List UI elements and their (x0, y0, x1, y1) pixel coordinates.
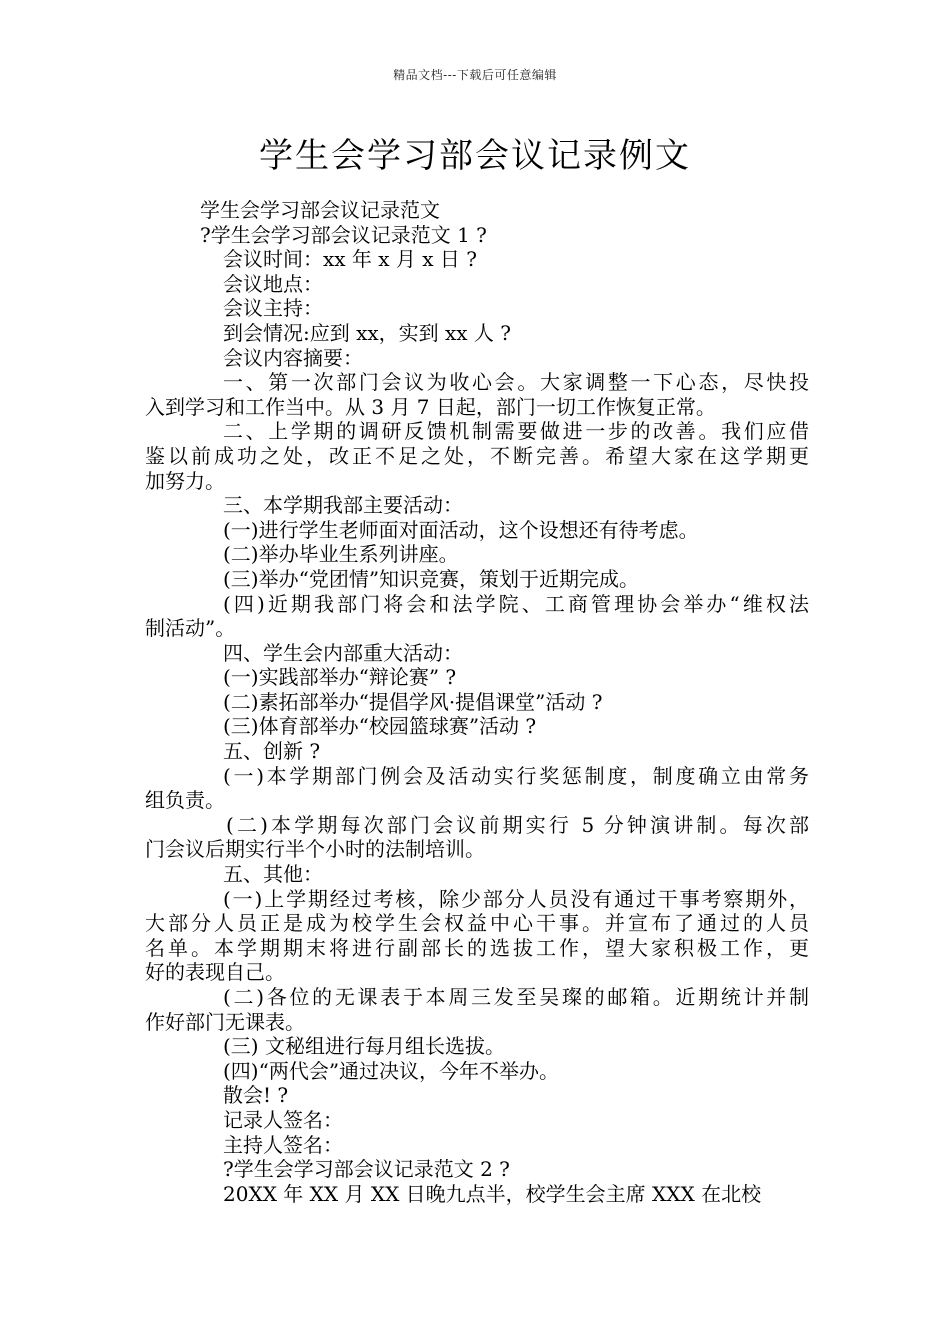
paragraph-line: 鉴以前成功之处，改正不足之处，不断完善。希望大家在这学期更 (145, 443, 809, 468)
meeting-time: 会议时间：xx 年 x 月 x 日 ? (223, 247, 477, 272)
paragraph-line: 加努力。 (145, 468, 225, 493)
meeting-host: 会议主持： (223, 296, 323, 321)
recorder-signature: 记录人签名： (223, 1107, 343, 1132)
list-item: (四)近期我部门将会和法学院、工商管理协会举办“维权法 (223, 591, 809, 616)
paragraph-line: 入到学习和工作当中。从 3 月 7 日起，部门一切工作恢复正常。 (145, 394, 716, 419)
list-item: (一)进行学生老师面对面活动，这个设想还有待考虑。 (223, 517, 699, 542)
sample-heading: ?学生会学习部会议记录范文 1 ? (200, 222, 487, 247)
section-heading: 五、其他： (223, 862, 323, 887)
summary-heading: 会议内容摘要： (223, 345, 363, 370)
paragraph-line: 二、上学期的调研反馈机制需要做进一步的改善。我们应借 (223, 419, 809, 444)
list-item: 制活动”。 (145, 616, 236, 641)
section-heading: 三、本学期我部主要活动： (223, 493, 463, 518)
list-item: (二)素拓部举办“提倡学风·提倡课堂”活动 ? (223, 689, 603, 714)
list-item: (一)本学期部门例会及活动实行奖惩制度，制度确立由常务 (223, 763, 809, 788)
list-item: 组负责。 (145, 788, 225, 813)
paragraph-line: 一、第一次部门会议为收心会。大家调整一下心态，尽快投 (223, 370, 809, 395)
host-signature: 主持人签名： (223, 1132, 343, 1157)
list-item: (二)本学期每次部门会议前期实行 5 分钟演讲制。每次部 (226, 812, 809, 837)
list-item: (三) 文秘组进行每月组长选拔。 (223, 1034, 505, 1059)
section-heading: 五、创新 ? (223, 739, 321, 764)
list-item: (一)上学期经过考核，除少部分人员没有通过干事考察期外， (223, 886, 809, 911)
meeting-place: 会议地点： (223, 271, 323, 296)
list-item: 名单。本学期期末将进行副部长的选拔工作，望大家积极工作，更 (145, 935, 809, 960)
list-item: 门会议后期实行半个小时的法制培训。 (145, 837, 485, 862)
header-note: 精品文档---下载后可任意编辑 (393, 68, 557, 82)
closing-line: 散会! ? (223, 1083, 289, 1108)
sample-heading: ?学生会学习部会议记录范文 2 ? (223, 1157, 510, 1182)
list-item: (二)各位的无课表于本周三发至吴璨的邮箱。近期统计并制 (223, 985, 809, 1009)
list-item: (四)“两代会”通过决议，今年不举办。 (223, 1058, 560, 1083)
paragraph-line: 20XX 年 XX 月 XX 日晚九点半，校学生会主席 XXX 在北校 (223, 1181, 762, 1206)
list-item: 好的表现自己。 (145, 960, 285, 985)
list-item: (一)实践部举办“辩论赛” ? (223, 665, 457, 690)
section-heading: 学生会学习部会议记录范文 (200, 198, 440, 222)
list-item: (三)体育部举办“校园篮球赛”活动 ? (223, 714, 537, 739)
list-item: (二)举办毕业生系列讲座。 (223, 542, 459, 567)
document-body (145, 198, 809, 1206)
document-title: 学生会学习部会议记录例文 (259, 136, 691, 176)
list-item: 作好部门无课表。 (145, 1009, 305, 1034)
list-item: (三)举办“党团情”知识竞赛，策划于近期完成。 (223, 566, 640, 591)
list-item: 大部分人员正是成为校学生会权益中心干事。并宣布了通过的人员 (145, 911, 809, 936)
section-heading: 四、学生会内部重大活动： (223, 640, 463, 665)
attendance: 到会情况:应到 xx，实到 xx 人 ? (223, 320, 512, 345)
